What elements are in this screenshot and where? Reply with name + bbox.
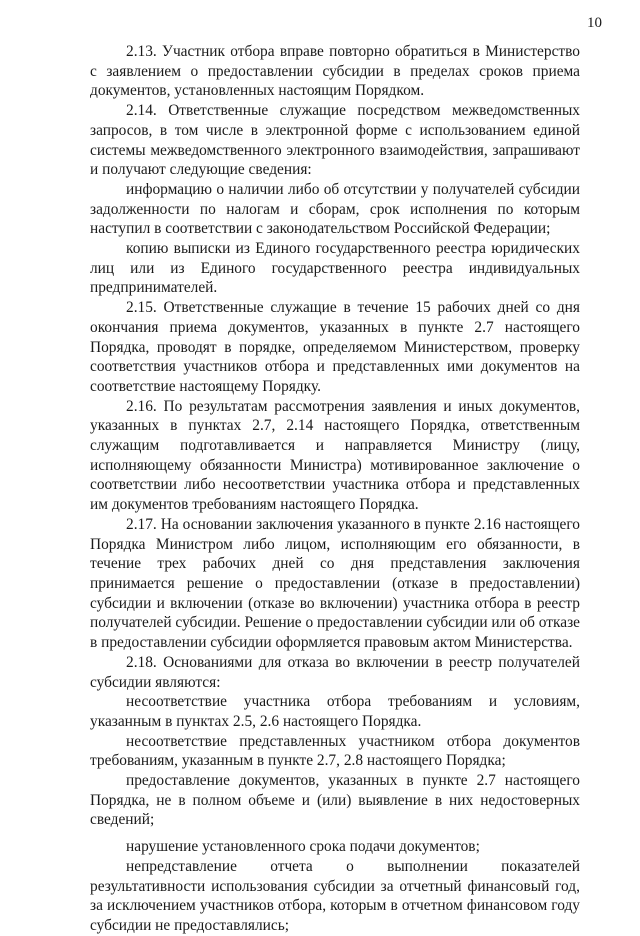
paragraph-2-18-item-4: нарушение установленного срока подачи документов; (126, 838, 480, 856)
paragraph-2-14-item-registry: копию выписки из Единого государственного реестра юридических лиц или из Единого государственного реестра индивидуальных предпринимателей. (90, 240, 580, 297)
paragraph-2-18-item-3: предоставление документов, указанных в пункте 2.7 настоящего Порядка, не в полном объеме и (или) выявление в них недостоверных сведений; (90, 772, 580, 829)
paragraph-2-18-item-5: непредставление отчета о выполнении показателей результативности использования субсидии за отчетный финансовый год, за исключением участников отбора, которым в отчетном финансовом году субсидии не предоставлялись; (90, 857, 580, 934)
page-number: 10 (587, 15, 602, 31)
paragraph-2-18-item-1: несоответствие участника отбора требованиям и условиям, указанным в пунктах 2.5, 2.6 настоящего Порядка. (90, 693, 580, 730)
paragraph-2-14: 2.14. Ответственные служащие посредством межведомственных запросов, в том числе в электронной форме с использованием единой системы межведомственного электронного взаимодействия, запрашивают и получают следующие сведения: (90, 102, 580, 179)
paragraph-2-14-item-tax: информацию о наличии либо об отсутствии у получателей субсидии задолженности по налогам и сборам, срок исполнения по которым наступил в соответствии с законодательством Российской Федерации; (90, 180, 580, 238)
paragraph-2-16: 2.16. По результатам рассмотрения заявления и иных документов, указанных в пунктах 2.7, 2.14 настоящего Порядка, ответственным служащим подготавливается и направляется Министру (лицу, исполняющему обязанности Министра) мотивированное заключение о соответствии либо несоответствии участника отбора и представленных им документов требованиям настоящего Порядка. (90, 397, 580, 514)
paragraph-2-15: 2.15. Ответственные служащие в течение 15 рабочих дней со дня окончания приема документов, указанных в пункте 2.7 настоящего Порядка, проводят в порядке, определяемом Министерством, проверку соответствия участников отбора и представленных ими документов на соответствие настоящему Порядку. (90, 299, 580, 395)
paragraph-2-18: 2.18. Основаниями для отказа во включении в реестр получателей субсидии являются: (90, 653, 580, 691)
paragraph-2-18-item-2: несоответствие представленных участником отбора документов требованиям, указанным в пункте 2.7, 2.8 настоящего Порядка; (90, 732, 580, 770)
paragraph-2-17: 2.17. На основании заключения указанного в пункте 2.16 настоящего Порядка Министром либо лицом, исполняющим его обязанности, в течение трех рабочих дней со дня представления заключения принимается решение о предоставлении (отказе в предоставлении) субсидии и включении (отказе во включении) участника отбора в реестр получателей субсидии. Решение о предоставлении субсидии или об отказе в предоставлении субсидии оформляется правовым актом Министерства. (90, 515, 580, 652)
document-body (90, 42, 580, 936)
paragraph-2-13: 2.13. Участник отбора вправе повторно обратиться в Министерство с заявлением о предоставлении субсидии в пределах сроков приема документов, установленных настоящим Порядком. (90, 43, 580, 100)
